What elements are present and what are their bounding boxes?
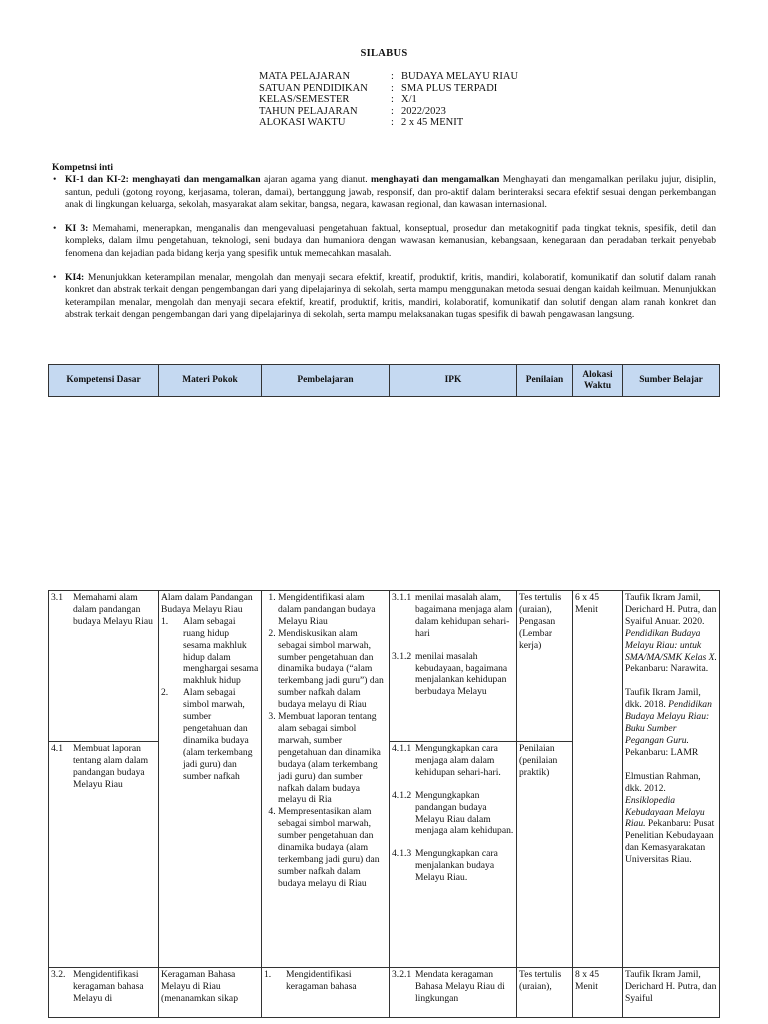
ipk-number: 4.1.2 [392, 789, 412, 801]
sumber-entry [625, 687, 717, 758]
sumber-cell [623, 591, 720, 968]
ki-3 [52, 223, 716, 260]
ipk-item [392, 651, 514, 699]
ipk-text: menilai masalah kebudayaan, bagaimana menjalankan kehidupan berbudaya Melayu [415, 650, 508, 698]
meta-value: 2 x 45 MENIT [401, 117, 464, 129]
materi-item-text: Alam sebagai simbol marwah, sumber pengetahuan dan dinamika budaya (alam terkembang jadi guru) dan sumber nafkah [183, 687, 253, 782]
meta-row [259, 106, 518, 118]
sumber-title: Ensiklopedia Kebudayaan Melayu Riau. [625, 794, 705, 830]
meta-separator: : [391, 94, 394, 106]
header-cell: Pembelajaran [262, 365, 390, 397]
table-row [49, 591, 720, 742]
meta-separator: : [391, 71, 394, 82]
kd-cell [49, 591, 159, 742]
meta-separator: : [391, 82, 394, 94]
meta-label: ALOKASI WAKTU [259, 117, 346, 129]
ki12-label: KI-1 dan KI-2: [65, 174, 129, 186]
sumber-entry [625, 771, 717, 866]
ki3-text: Memahami, menerapkan, menganalis dan mengevaluasi pengetahuan faktual, konseptual, prosedur dan metakognitif pada tingkat teknis, spesifik, detil dan kompleks, dalam ilmu pengetahuan, teknologi, seni budaya dan humaniora dengan wawasan kemanusian, kebangsaan, kenegaraan dan peradaban terkait penyebab fenomena dan kejadian pada bidang kerja yang spesifik untuk memecahkan masalah. [65, 223, 716, 259]
ipk-number: 4.1.1 [392, 743, 412, 754]
sumber-author: Taufik Ikram Jamil, dkk. 2018. [625, 687, 701, 711]
kd-cell [49, 742, 159, 968]
pembelajaran-cell [262, 591, 390, 968]
sumber-publisher: Pekanbaru: Narawita. [625, 663, 709, 675]
ipk-item [392, 790, 514, 838]
sumber-publisher: Pekanbaru: Pusat Penelitian Kebudayaan dan Kemasyarakatan Universitas Riau. [625, 818, 715, 866]
ki12-mid: ajaran agama yang dianut. [263, 174, 368, 186]
sumber-title: Pendidikan Budaya Melayu Riau: untuk SMA/MA/SMK Kelas X. [625, 627, 717, 663]
meta-row [259, 71, 518, 83]
materi-cell: Keragaman Bahasa Melayu di Riau (menanamkan sikap [159, 968, 262, 1018]
ki-heading: Kompetnsi inti [52, 162, 114, 173]
header-cell: Sumber Belajar [623, 365, 720, 397]
ipk-text: Mengungkapkan cara menjalankan budaya Melayu Riau. [415, 848, 498, 884]
ipk-number: 4.1.3 [392, 848, 412, 860]
sumber-author: Taufik Ikram Jamil, Derichard H. Putra, dan Syaiful Anuar. 2020. [625, 592, 717, 627]
table-row [49, 968, 720, 1018]
ki-4 [52, 272, 716, 321]
kd-number: 3.1 [51, 592, 63, 603]
kd-cell [49, 968, 159, 1018]
ipk-number: 3.1.2 [392, 650, 412, 662]
ki12-bold2: menghayati dan mengamalkan [371, 174, 500, 186]
kd-number: 4.1 [51, 743, 63, 754]
ipk-text: Mengungkapkan pandangan budaya Melayu Riau dalam menjaga alam kehidupan. [415, 789, 514, 837]
ipk-cell [390, 742, 517, 968]
sumber-cell: Taufik Ikram Jamil, Derichard H. Putra, dan Syaiful [623, 968, 720, 1018]
kd-text: Memahami alam dalam pandangan budaya Melayu Riau [73, 592, 153, 627]
ki-1-2 [52, 174, 716, 211]
table-header [48, 364, 720, 397]
meta-row [259, 117, 518, 129]
header-cell: Materi Pokok [159, 365, 262, 397]
meta-label: KELAS/SEMESTER [259, 94, 350, 106]
pembelajaran-cell [262, 968, 390, 1018]
header-cell: Alokasi Waktu [573, 365, 623, 397]
ipk-cell [390, 591, 517, 742]
meta-label: MATA PELAJARAN [259, 71, 351, 82]
ki4-text: Menunjukkan keterampilan menalar, mengolah dan menyaji secara efektif, kreatif, produktif, kritis, mandiri, kolaboratif, komunikatif dan solutif dalam ranah konkret dan abstrak terkait dengan pengembangan dari yang dipelajarinya di sekolah, serta mampu menggunakan metoda sesuai dengan kaidah keilmuan. Menunjukkan keterampilan menalar, mengolah dan menyaji secara efektif, kreatif, produktif, kritis, mandiri, kolaboratif, komunikatif dan solutif dengan alam ranah konkret dan abstrak terkait dengan pengembangan dari yang dipelajarinya di sekolah, serta mampu melaksanakan tugas spesifik di bawah pengawasan langsung. [65, 272, 716, 320]
header-cell: Kompetensi Dasar [49, 365, 159, 397]
pembelajaran-item: 4. Mempresentasikan alam sebagai simbol marwah, sumber pengetahuan dan dinamika budaya (alam terkembang jadi guru) dan sumber nafkah dalam budaya melayu di Riau [278, 806, 387, 889]
meta-value: 2022/2023 [401, 105, 446, 117]
header-cell: Penilaian [517, 365, 573, 397]
materi-cell [159, 591, 262, 968]
sumber-entry [625, 592, 717, 675]
alokasi-cell: 8 x 45 Menit [573, 968, 623, 1018]
header-cell: IPK [390, 365, 517, 397]
meta-row [259, 94, 518, 106]
ipk-item [392, 743, 514, 779]
ipk-number: 3.1.1 [392, 592, 412, 603]
kompetensi-inti [52, 162, 716, 333]
meta-label: TAHUN PELAJARAN [259, 105, 358, 117]
materi-item [161, 687, 259, 782]
pembelajaran-item: 2. Mendiskusikan alam sebagai simbol marwah, sumber pengetahuan dan dinamika budaya (“alam terkembang jadi guru”) dan sumber nafkah dalam budaya melayu di Riau [278, 628, 387, 711]
kd-text: Membuat laporan tentang alam dalam pandangan budaya Melayu Riau [73, 743, 149, 790]
materi-item-number: 1. [161, 615, 169, 627]
materi-title: Alam dalam Pandangan Budaya Melayu Riau [161, 592, 253, 615]
sumber-author: Elmustian Rahman, dkk. 2012. [625, 770, 701, 794]
sumber-title: Pendidikan Budaya Melayu Riau: Buku Sumber Pegangan Guru. [625, 699, 712, 746]
kd-text: Mengidentifikasi keragaman bahasa Melayu di [73, 969, 144, 1004]
materi-items [161, 616, 259, 783]
pemb-number: 1. [264, 969, 272, 980]
ki3-label: KI 3: [65, 223, 89, 235]
ipk-number: 3.2.1 [392, 969, 412, 980]
sumber-publisher: Pekanbaru: LAMR [625, 746, 699, 758]
ipk-text: Mengungkapkan cara menjaga alam dalam kehidupan sehari-hari. [415, 743, 501, 778]
pembelajaran-item: 1. Mengidentifikasi alam dalam pandangan budaya Melayu Riau [278, 592, 387, 628]
ipk-text: menilai masalah alam, bagaimana menjaga alam dalam kehidupan sehari-hari [415, 592, 513, 639]
pembelajaran-item: 3. Membuat laporan tentang alam sebagai simbol marwah, sumber pengetahuan dan dinamika budaya (alam terkembang jadi guru) dan sumber nafkah dalam budaya melayu di Ria [278, 711, 387, 806]
kd-number: 3.2. [51, 969, 66, 980]
penilaian-cell: Tes tertulis (uraian), [517, 968, 573, 1018]
meta-separator: : [391, 105, 394, 117]
ipk-cell [390, 968, 517, 1018]
penilaian-cell: Penilaian (penilaian praktik) [517, 742, 573, 968]
penilaian-cell: Tes tertulis (uraian), Pengasan (Lembar kerja) [517, 591, 573, 742]
meta-row [259, 83, 518, 95]
silabus-table [48, 590, 720, 1018]
pemb-text: Mengidentifikasi keragaman bahasa [286, 969, 357, 992]
ki12-text: Menghayati dan mengamalkan perilaku jujur, disiplin, santun, peduli (gotong royong, kerjasama, toleran, damai), bertanggung jawab, responsif, dan pro-aktif dalam berinteraksi secara efektif sesuai dengan perkembangan anak di lingkungan keluarga, sekolah, masyarakat alam sekitar, bangsa, negara, kawasan regional, dan kawasan internasional. [65, 174, 716, 210]
meta-label: SATUAN PENDIDIKAN [259, 82, 368, 94]
meta-value: SMA PLUS TERPADI [401, 82, 498, 94]
meta-value: BUDAYA MELAYU RIAU [401, 71, 519, 82]
ki12-bold: menghayati dan mengamalkan [132, 174, 261, 186]
ipk-item [392, 592, 514, 640]
ipk-text: Mendata keragaman Bahasa Melayu Riau di lingkungan [415, 969, 505, 1004]
ki4-label: KI4: [65, 272, 85, 284]
ipk-item [392, 848, 514, 884]
meta-value: X/1 [401, 94, 417, 106]
meta-block [259, 71, 518, 129]
alokasi-cell: 6 x 45 Menit [573, 591, 623, 968]
pembelajaran-list [264, 592, 387, 890]
materi-item-text: Alam sebagai ruang hidup sesama makhluk hidup dalam menghargai sesama makhluk hidup [183, 615, 259, 687]
document-title: SILABUS [360, 48, 408, 59]
materi-item-number: 2. [161, 687, 169, 699]
meta-separator: : [391, 117, 394, 129]
materi-item [161, 616, 259, 687]
